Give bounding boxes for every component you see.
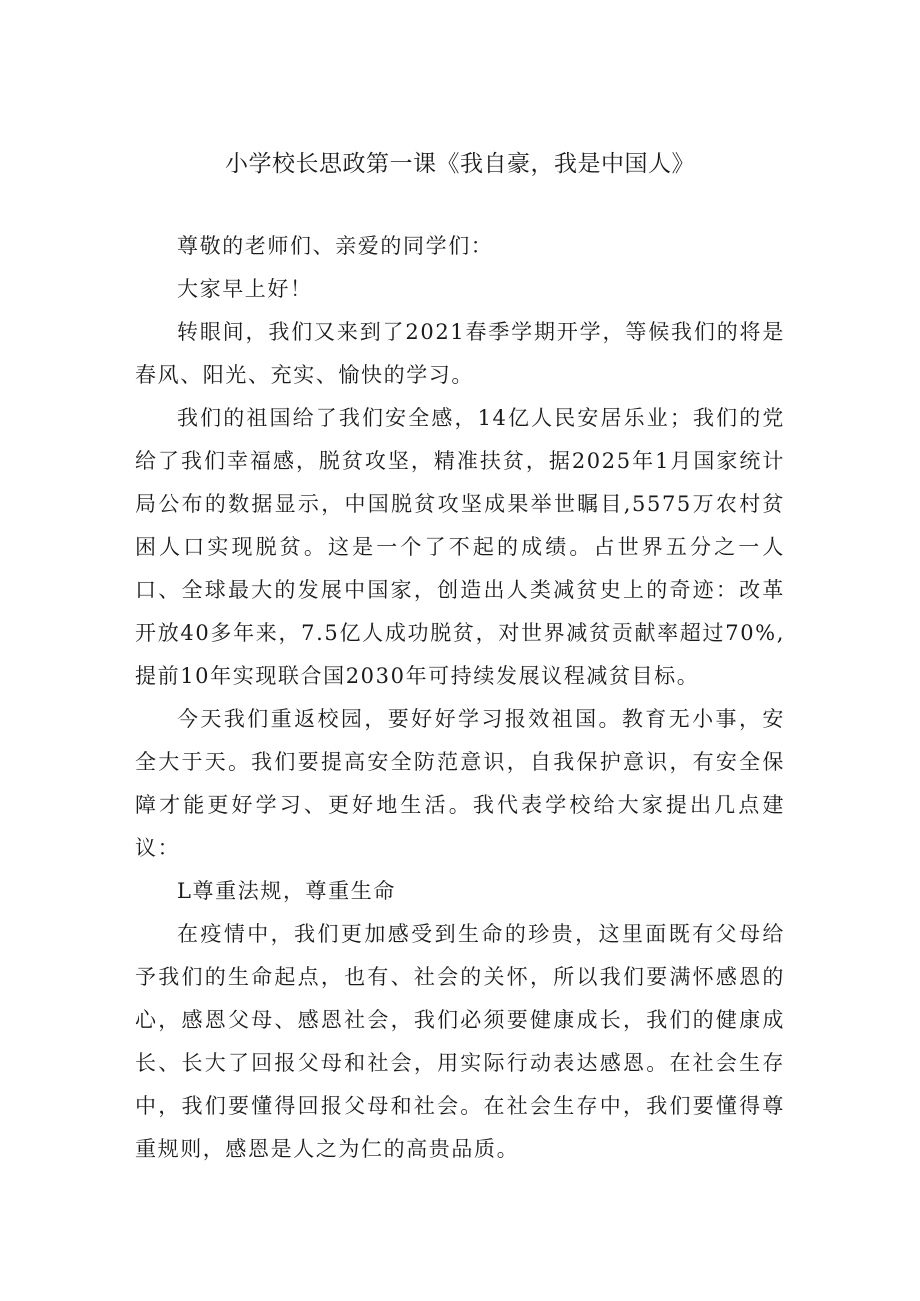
safety-paragraph: 今天我们重返校园，要好好学习报效祖国。教育无小事，安全大于天。我们要提高安全防范意识，自我保护意识，有安全保障才能更好学习、更好地生活。我代表学校给大家提出几点建议： xyxy=(135,707,785,860)
document-title: 小学校长思政第一课《我自豪，我是中国人》 xyxy=(225,151,695,177)
salutation-paragraph: 尊敬的老师们、亲爱的同学们： xyxy=(177,234,494,258)
section-heading: L尊重法规，尊重生命 xyxy=(177,879,396,903)
document-body xyxy=(135,225,785,1171)
opening-paragraph: 转眼间，我们又来到了2021春季学期开学，等候我们的将是春风、阳光、充实、愉快的学习。 xyxy=(135,320,785,387)
poverty-paragraph: 我们的祖国给了我们安全感，14亿人民安居乐业；我们的党给了我们幸福感，脱贫攻坚，精准扶贫，据2025年1月国家统计局公布的数据显示，中国脱贫攻坚成果举世瞩目,5575万农村贫困人口实现脱贫。这是一个了不起的成绩。占世界五分之一人口、全球最大的发展中国家，创造出人类减贫史上的奇迹：改革开放40多年来，7.5亿人成功脱贫，对世界减贫贡献率超过70%,提前10年实现联合国2030年可持续发展议程减贫目标。 xyxy=(135,406,785,688)
greeting-paragraph: 大家早上好！ xyxy=(177,277,313,301)
gratitude-paragraph: 在疫情中，我们更加感受到生命的珍贵，这里面既有父母给予我们的生命起点，也有、社会的关怀，所以我们要满怀感恩的心，感恩父母、感恩社会，我们必须要健康成长，我们的健康成长、长大了回报父母和社会，用实际行动表达感恩。在社会生存中，我们要懂得回报父母和社会。在社会生存中，我们要懂得尊重规则，感恩是人之为仁的高贵品质。 xyxy=(135,922,785,1161)
